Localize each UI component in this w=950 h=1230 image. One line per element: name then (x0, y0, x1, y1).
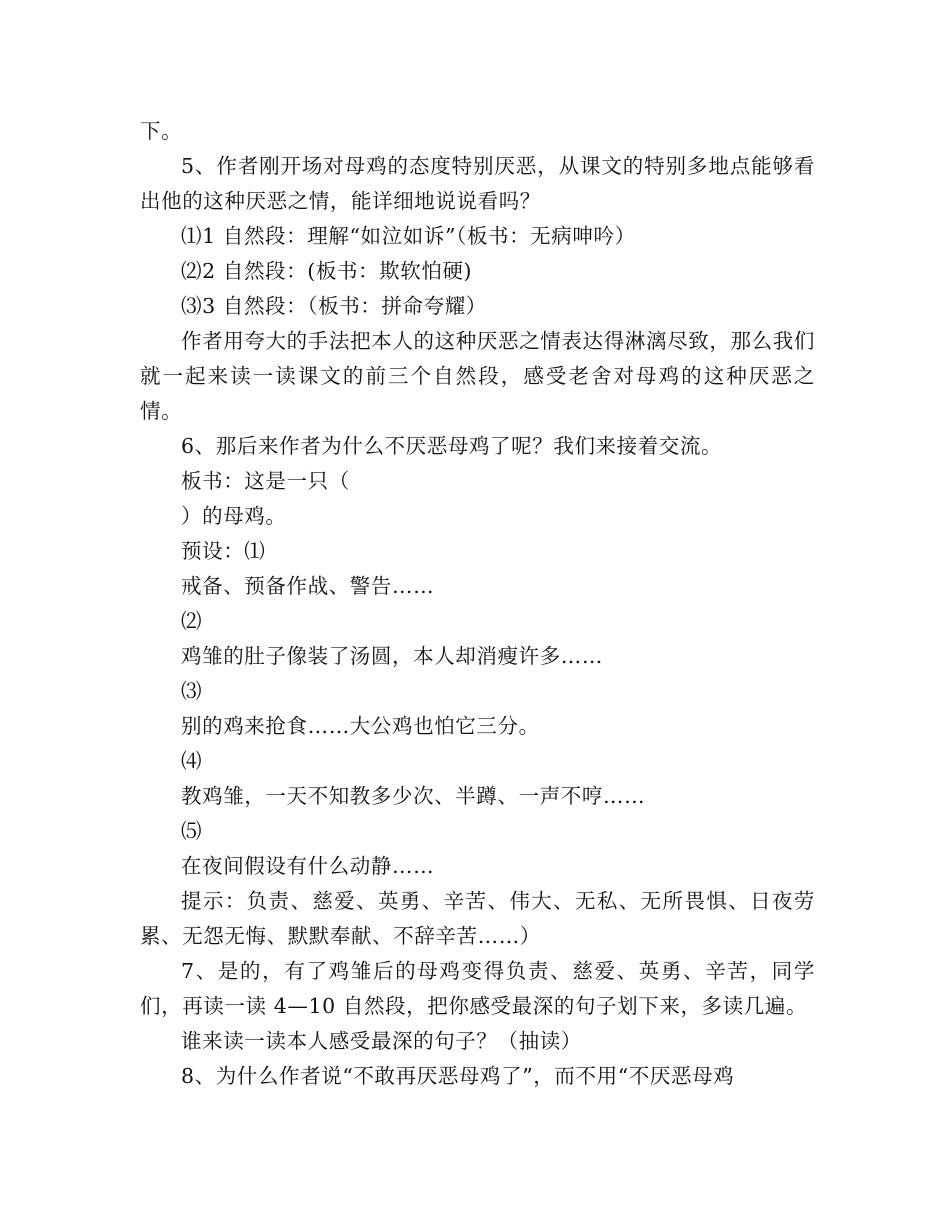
paragraph: 预设：⑴ (181, 539, 266, 563)
paragraph: ⑴1 自然段：理解“如泣如诉”（板书：无病呻吟） (181, 224, 636, 248)
paragraph: ⑵ (181, 609, 203, 633)
paragraph: 8、为什么作者说“不敢再厌恶母鸡了”，而不用“不厌恶母鸡 (181, 1064, 735, 1088)
paragraph: 板书：这是一只（ (181, 469, 350, 493)
document-body (140, 114, 815, 1094)
paragraph: ⑶3 自然段：（板书：拼命夸耀） (181, 294, 487, 318)
paragraph: 6、那后来作者为什么不厌恶母鸡了呢？我们来接着交流。 (181, 434, 723, 458)
paragraph: ⑵2 自然段：(板书：欺软怕硬) (181, 259, 473, 283)
paragraph: ⑷ (181, 749, 203, 773)
paragraph: 5、作者刚开场对母鸡的态度特别厌恶，从课文的特别多地点能够看出他的这种厌恶之情，能详细地说说看吗？ (140, 154, 815, 213)
paragraph: ⑶ (181, 679, 203, 703)
paragraph: ⑸ (181, 819, 203, 843)
paragraph: 鸡雏的肚子像装了汤圆，本人却消瘦许多…… (181, 644, 603, 668)
paragraph: 教鸡雏，一天不知教多少次、半蹲、一声不哼…… (181, 784, 646, 808)
paragraph: 谁来读一读本人感受最深的句子？（抽读） (181, 1029, 582, 1053)
paragraph: 作者用夸大的手法把本人的这种厌恶之情表达得淋漓尽致，那么我们就一起来读一读课文的前三个自然段，感受老舍对母鸡的这种厌恶之情。 (140, 329, 815, 423)
paragraph: 下。 (140, 119, 183, 143)
paragraph: ）的母鸡。 (181, 504, 287, 528)
paragraph: 戒备、预备作战、警告…… (181, 574, 435, 598)
paragraph: 在夜间假设有什么动静…… (181, 854, 435, 878)
paragraph: 7、是的，有了鸡雏后的母鸡变得负责、慈爱、英勇、辛苦，同学们，再读一读 4—10 自然段，把你感受最深的句子划下来，多读几遍。 (140, 959, 815, 1018)
paragraph: 别的鸡来抢食……大公鸡也怕它三分。 (181, 714, 540, 738)
paragraph: 提示：负责、慈爱、英勇、辛苦、伟大、无私、无所畏惧、日夜劳累、无怨无悔、默默奉献、不辞辛苦……） (140, 889, 815, 948)
